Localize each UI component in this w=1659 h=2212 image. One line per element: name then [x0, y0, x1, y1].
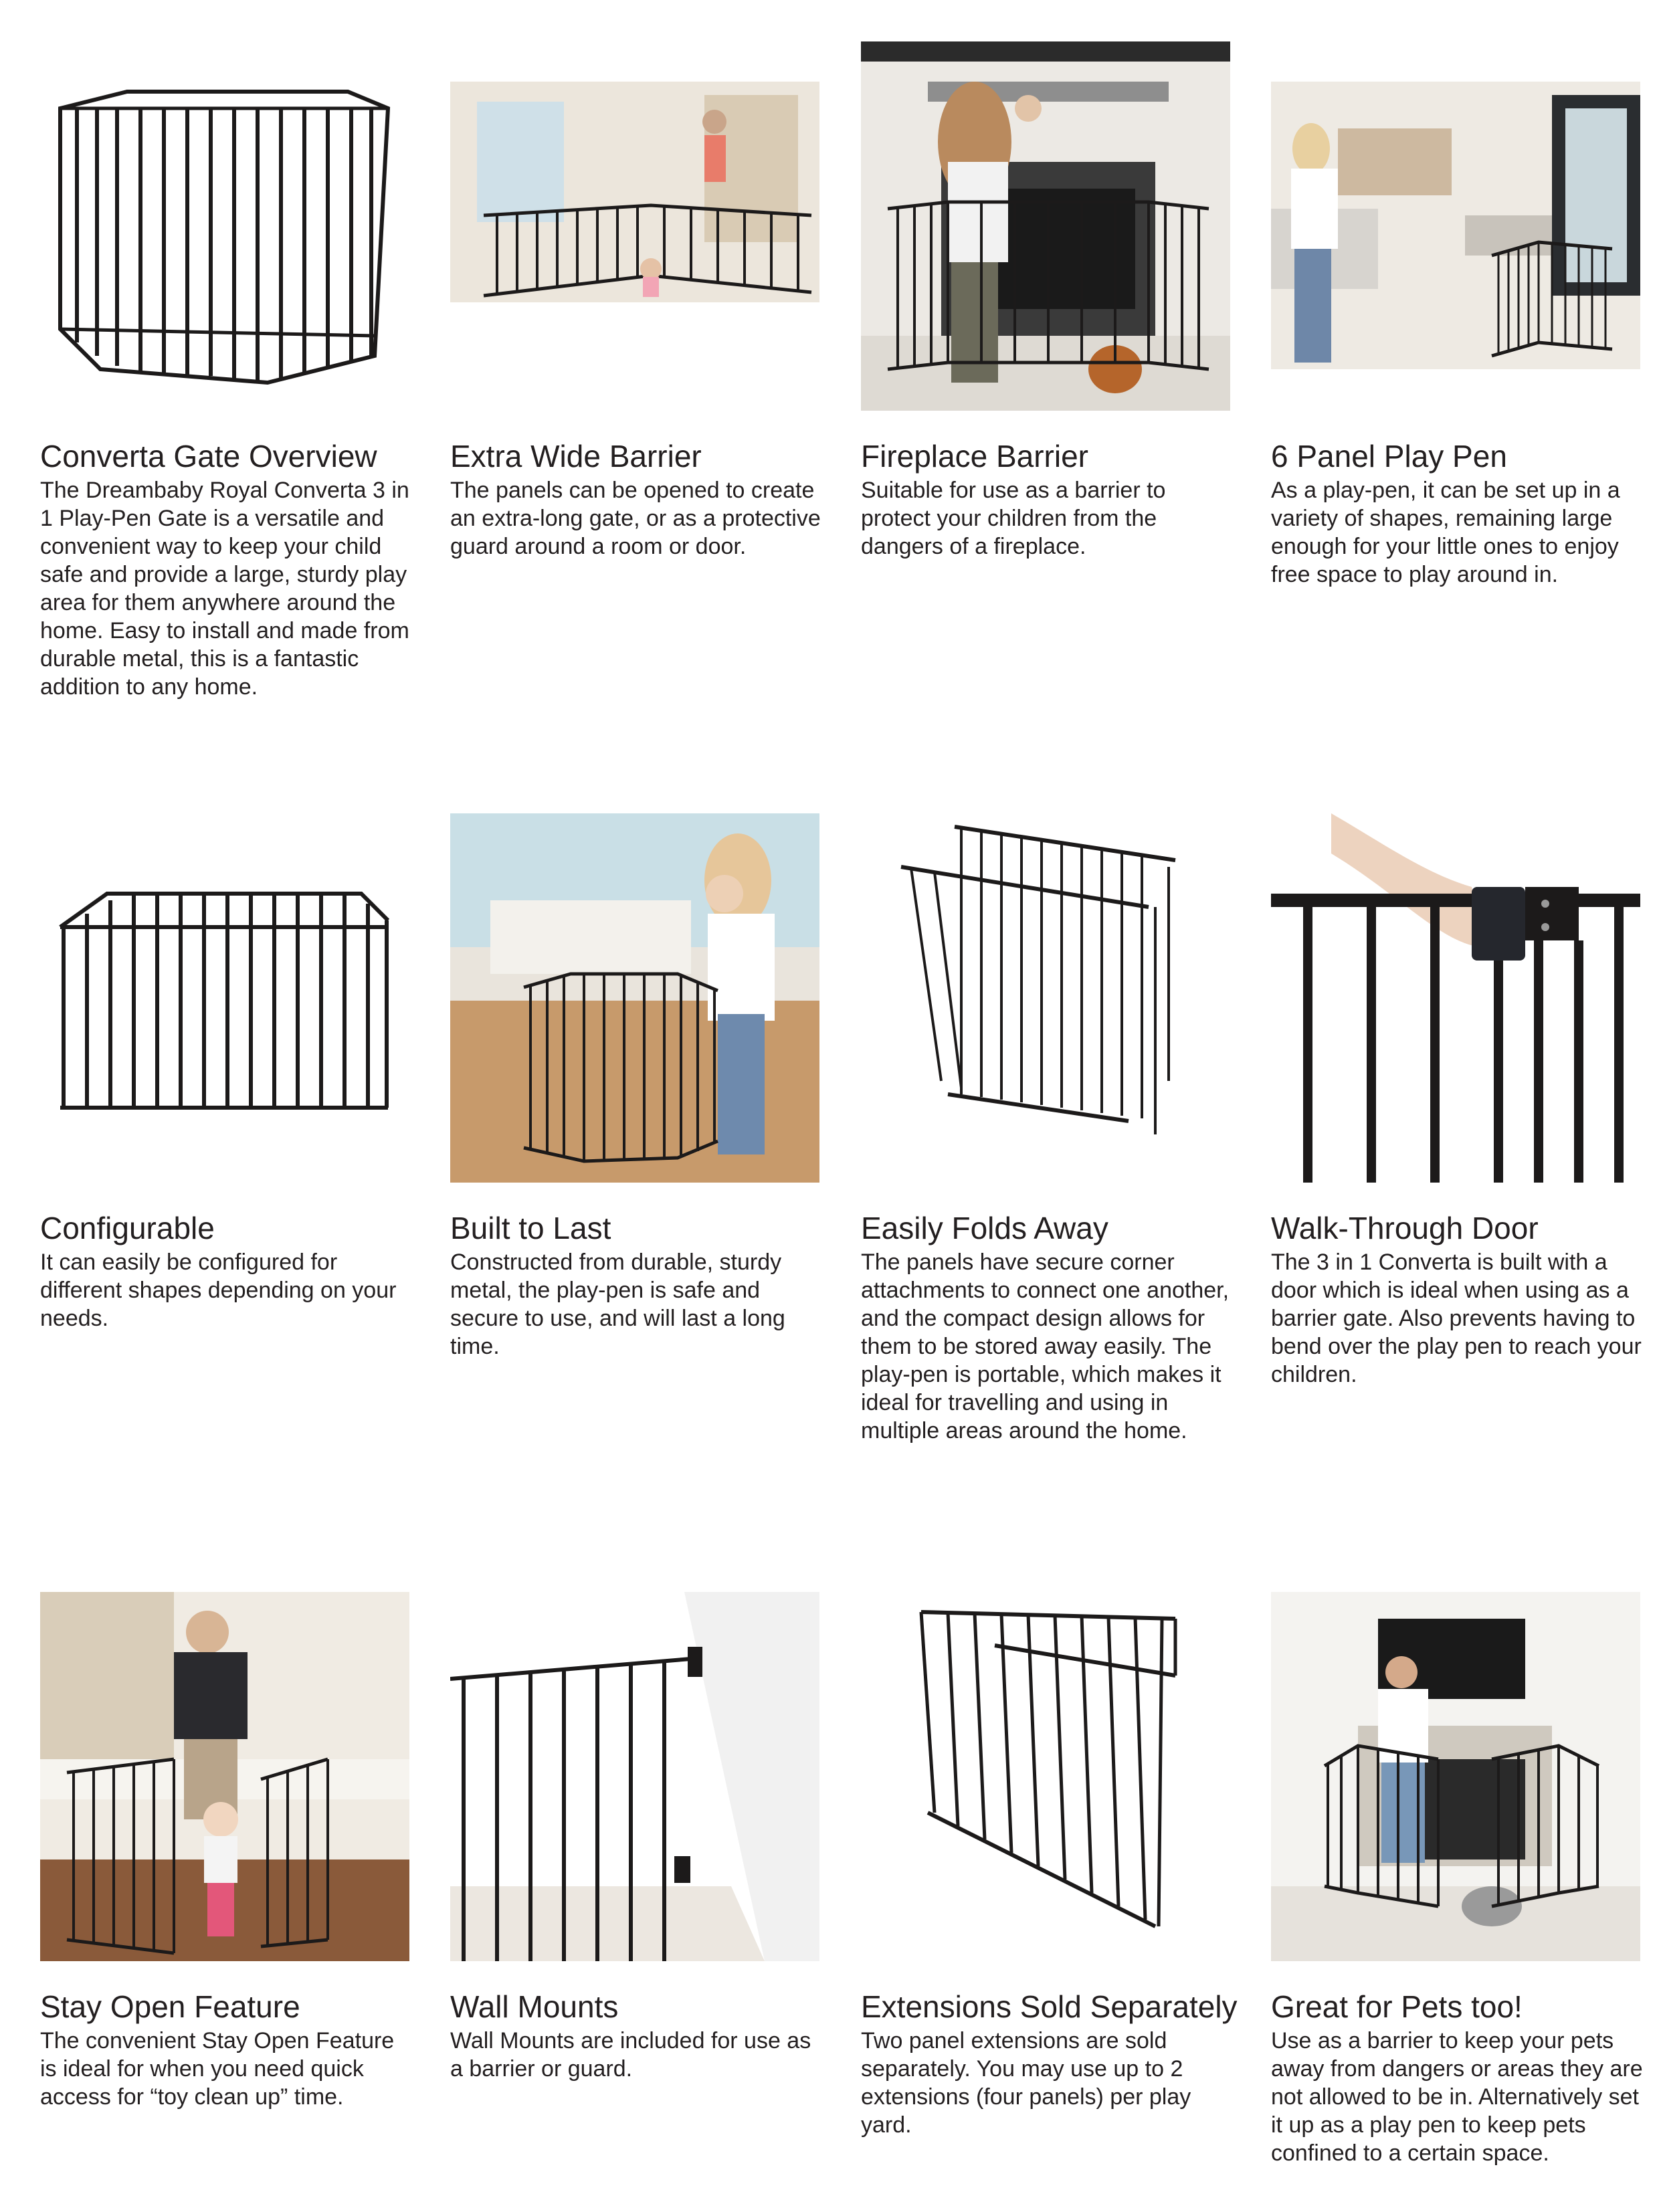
feature-photo: [40, 41, 409, 411]
feature-card: [861, 41, 1230, 559]
feature-title: Easily Folds Away: [861, 1211, 1108, 1245]
feature-title: Extra Wide Barrier: [450, 439, 702, 474]
feature-photo: [861, 1592, 1230, 1961]
feature-card: [1271, 41, 1640, 587]
feature-photo: [861, 813, 1230, 1183]
feature-card: [450, 41, 821, 559]
feature-description: As a play-pen, it can be set up in a variety of shapes, remaining large enough for your little ones to enjoy free space to play around in.: [1271, 478, 1620, 587]
feature-title: Great for Pets too!: [1271, 1989, 1523, 2024]
feature-title: Stay Open Feature: [40, 1989, 300, 2024]
feature-photo: [1271, 813, 1640, 1183]
feature-photo: [450, 41, 819, 411]
feature-title: Configurable: [40, 1211, 215, 1245]
feature-title: Extensions Sold Separately: [861, 1989, 1238, 2024]
feature-card: [40, 1592, 409, 2110]
feature-description: Suitable for use as a barrier to protect your children from the dangers of a fireplace.: [861, 478, 1166, 559]
feature-card: [40, 813, 409, 1331]
feature-photo: [40, 813, 409, 1183]
feature-photo: [450, 1592, 819, 1961]
feature-card: [1271, 1592, 1643, 2166]
feature-photo: [861, 41, 1230, 411]
feature-description: Use as a barrier to keep your pets away from dangers or areas they are not allowed to be in. Alternatively set it up as a play pen to keep pets confined to a certain space.: [1271, 2028, 1643, 2166]
feature-title: Wall Mounts: [450, 1989, 619, 2024]
feature-description: Two panel extensions are sold separately. You may use up to 2 extensions (four panels) per play yard.: [861, 2028, 1191, 2138]
feature-description: The 3 in 1 Converta is built with a door which is ideal when using as a barrier gate. Also prevents having to bend over the play pen to reach your children.: [1271, 1249, 1642, 1387]
feature-title: Built to Last: [450, 1211, 611, 1245]
feature-card: [450, 813, 819, 1359]
feature-description: The panels can be opened to create an extra-long gate, or as a protective guard around a room or door.: [450, 478, 821, 559]
feature-card: [40, 41, 409, 700]
feature-title: 6 Panel Play Pen: [1271, 439, 1507, 474]
feature-title: Fireplace Barrier: [861, 439, 1088, 474]
feature-description: The convenient Stay Open Feature is ideal for when you need quick access for “toy clean up” time.: [40, 2028, 395, 2110]
feature-description: It can easily be configured for different shapes depending on your needs.: [40, 1249, 397, 1331]
feature-description: Wall Mounts are included for use as a barrier or guard.: [450, 2028, 811, 2082]
feature-description: Constructed from durable, sturdy metal, the play-pen is safe and secure to use, and will last a long time.: [450, 1249, 785, 1359]
feature-description: The panels have secure corner attachments to connect one another, and the compact design allows for them to be stored away easily. The play-pen is portable, which makes it ideal for travelling and using in multiple areas around the home.: [861, 1249, 1230, 1443]
feature-photo: [1271, 1592, 1640, 1961]
feature-photo: [450, 813, 819, 1183]
feature-photo: [1271, 41, 1640, 411]
feature-description: The Dreambaby Royal Converta 3 in 1 Play-Pen Gate is a versatile and convenient way to keep your child safe and provide a large, sturdy play area for them anywhere around the home. Easy to install and made from durable metal, this is a fantastic addition to any home.: [40, 478, 409, 700]
feature-title: Converta Gate Overview: [40, 439, 377, 474]
feature-photo: [40, 1592, 409, 1961]
feature-card: [861, 1592, 1238, 2138]
feature-card: [1271, 813, 1642, 1387]
feature-title: Walk-Through Door: [1271, 1211, 1539, 1245]
feature-card: [861, 813, 1230, 1443]
feature-card: [450, 1592, 819, 2082]
